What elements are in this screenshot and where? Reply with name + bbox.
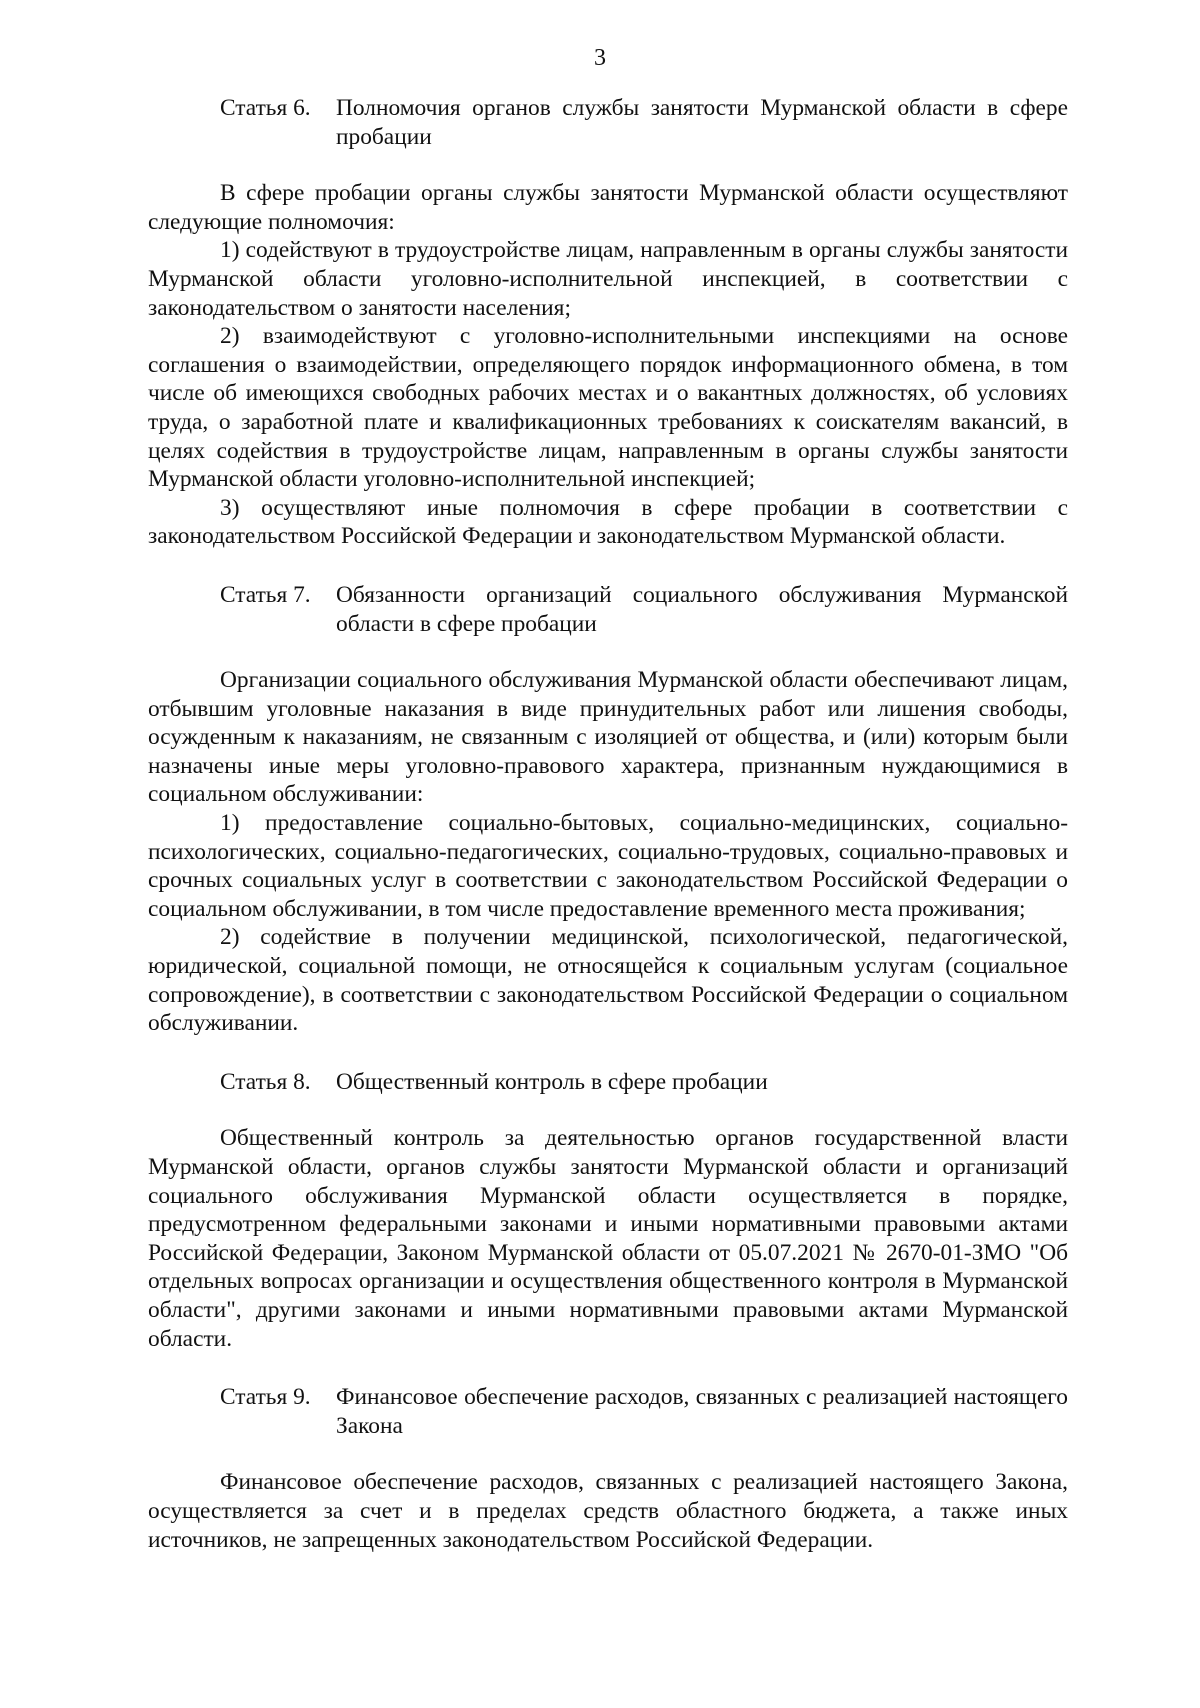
- list-item: 2) содействие в получении медицинской, психологической, педагогической, юридической, социальной помощи, не относящейся к социальным услугам (социальное сопровождение), в соответствии с законодательством Российской Федерации о социальном обслуживании.: [148, 924, 1068, 1037]
- article-title: Финансовое обеспечение расходов, связанных с реализацией настоящего Закона: [336, 1384, 1068, 1439]
- article-title: Обязанности организаций социального обслуживания Мурманской области в сфере пробации: [336, 581, 1068, 637]
- article-8: [148, 1068, 1068, 1353]
- article-number: Статья 6.: [220, 95, 311, 121]
- paragraph: Общественный контроль за деятельностью органов государственной власти Мурманской области, органов службы занятости Мурманской области и организаций социального обслуживания Мурманской области осуществляется в порядке, предусмотренном федеральными законами и иными нормативными правовыми актами Российской Федерации, Законом Мурманской области от 05.07.2021 № 2670-01-ЗМО "Об отдельных вопросах организации и осуществления общественного контроля в Мурманской области", другими законами и иными нормативными правовыми актами Мурманской области.: [148, 1125, 1068, 1352]
- article-heading: [148, 1383, 1068, 1440]
- article-title: Полномочия органов службы занятости Мурманской области в сфере пробации: [336, 95, 1068, 150]
- article-number: Статья 8.: [220, 1068, 311, 1095]
- article-heading: [148, 581, 1068, 638]
- list-item: 3) осуществляют иные полномочия в сфере пробации в соответствии с законодательством Российской Федерации и законодательством Мурманской области.: [148, 494, 1068, 550]
- article-7: [148, 581, 1068, 1038]
- paragraph: Финансовое обеспечение расходов, связанных с реализацией настоящего Закона, осуществляется за счет и в пределах средств областного бюджета, а также иных источников, не запрещенных законодательством Российской Федерации.: [148, 1469, 1068, 1553]
- list-item: 1) содействуют в трудоустройстве лицам, направленным в органы службы занятости Мурманской области уголовно-исполнительной инспекцией, в соответствии с законодательством о занятости населения;: [148, 237, 1068, 321]
- list-item: 2) взаимодействуют с уголовно-исполнительными инспекциями на основе соглашения о взаимодействии, определяющего порядок информационного обмена, в том числе об имеющихся свободных рабочих местах и о вакантных должностях, об условиях труда, о заработной плате и квалификационных требованиях к соискателям вакансий, в целях содействия в трудоустройстве лицам, направленным в органы службы занятости Мурманской области уголовно-исполнительной инспекцией;: [148, 323, 1068, 493]
- article-heading: [148, 1068, 1068, 1097]
- article-heading: [148, 94, 1068, 151]
- article-6: [148, 94, 1068, 551]
- article-title: Общественный контроль в сфере пробации: [336, 1068, 768, 1095]
- article-9: [148, 1383, 1068, 1554]
- list-item: 1) предоставление социально-бытовых, социально-медицинских, социально-психологических, социально-педагогических, социально-трудовых, социально-правовых и срочных социальных услуг в соответствии с законодательством Российской Федерации о социальном обслуживании, в том числе предоставление временного места проживания;: [148, 810, 1068, 922]
- paragraph: В сфере пробации органы службы занятости Мурманской области осуществляют следующие полномочия:: [148, 180, 1068, 235]
- paragraph: Организации социального обслуживания Мурманской области обеспечивают лицам, отбывшим уголовные наказания в виде принудительных работ или лишения свободы, осужденным к наказаниям, не связанным с изоляцией от общества, и (или) которым были назначены иные меры уголовно-правового характера, признанным нуждающимися в социальном обслуживании:: [148, 667, 1068, 808]
- page-number: 3: [594, 45, 606, 71]
- document-body: [148, 94, 1068, 1554]
- article-number: Статья 7.: [220, 581, 311, 608]
- article-number: Статья 9.: [220, 1384, 311, 1411]
